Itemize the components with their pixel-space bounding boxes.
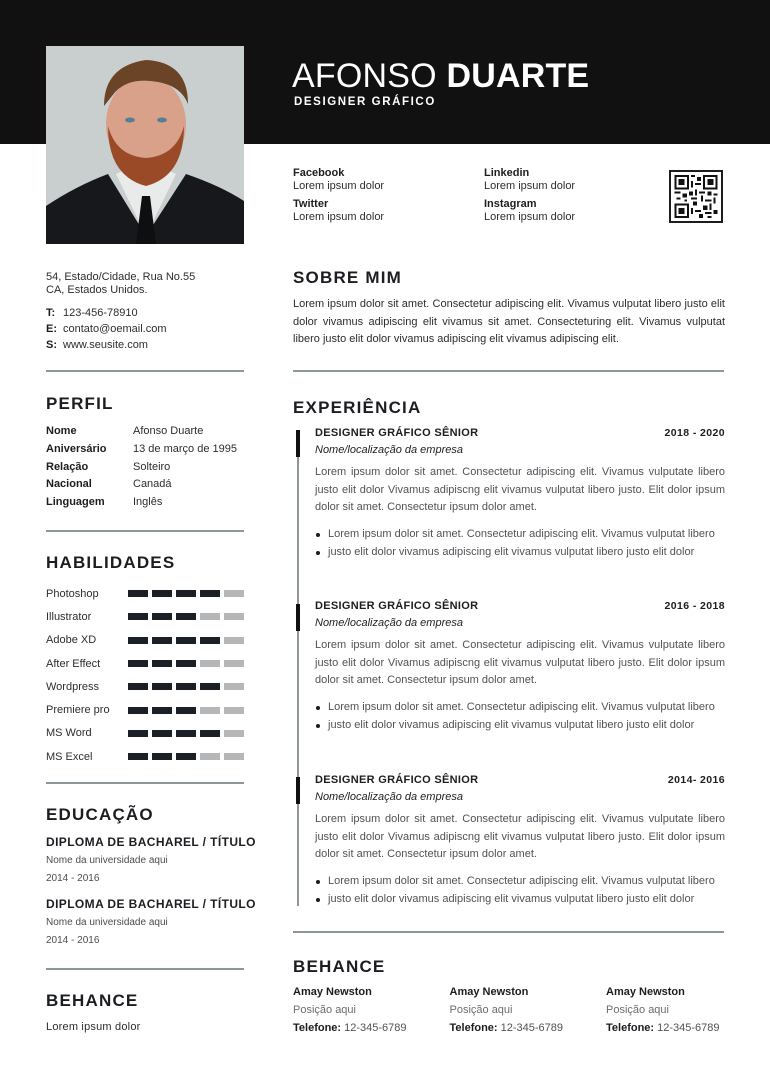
phone-value[interactable]: 12-345-6789 [344,1022,407,1034]
perfil-title: PERFIL [46,394,114,413]
perfil-row [46,423,237,441]
reference-name: Amay Newston [449,986,529,998]
behance-right-title: BEHANCE [293,957,386,976]
perfil-key: Relação [46,460,89,473]
behance-left-title: BEHANCE [46,991,139,1010]
skill-name: Adobe XD [46,634,97,647]
skill-row [46,605,246,628]
skill-row [46,675,246,698]
job-description: Lorem ipsum dolor sit amet. Consectetur adipiscing elit. Vivamus vulputate libero justo elit dolor Vivamus adipiscng elit vivamus vulputat libero justo. Elit dolor ipsum dolor sit amet. Consectetur ipsum dolor amet. [315,813,725,861]
skill-row [46,722,246,745]
skill-bar-empty [224,637,244,644]
references-list [293,984,763,1037]
phone-value[interactable]: 12-345-6789 [657,1022,720,1034]
perfil-value: Canadá [133,478,172,491]
phone-label: T: [46,307,56,319]
social-value-facebook[interactable]: Lorem ipsum dolor [293,180,385,192]
skill-level-meter [128,660,244,667]
divider [293,370,724,372]
skill-bar-filled [152,707,172,714]
reference-position: Posição aqui [606,1004,669,1016]
divider [46,782,244,784]
social-label-instagram: Instagram [484,198,537,210]
skill-bar-empty [224,707,244,714]
skill-level-meter [128,613,244,620]
skill-bar-filled [176,730,196,737]
skill-bar-empty [200,613,220,620]
qr-code-icon [674,175,718,218]
job-period: 2014- 2016 [667,774,725,786]
experiencia-title: EXPERIÊNCIA [293,398,422,417]
job-role: DESIGNER GRÁFICO SÊNIOR [315,427,479,439]
reference-position: Posição aqui [449,1004,513,1016]
social-value-instagram[interactable]: Lorem ipsum dolor [484,211,576,223]
divider [293,931,724,933]
job-company: Nome/localização da empresa [315,791,463,803]
skill-level-meter [128,683,244,690]
skill-bar-filled [152,637,172,644]
divider [46,968,244,970]
skill-name: Illustrator [46,610,92,623]
behance-left-text[interactable]: Lorem ipsum dolor [46,1021,141,1033]
about-text: Lorem ipsum dolor sit amet. Consectetur adipiscing elit. Vivamus vulputat libero justo elit dolor vivamus adipiscing elit vivamus sit amet. Consecteturing elit. Vivamus vulputat libero justo elit dolor vivamus adipiscing elit vivamus adipiscing elit. [293,298,725,346]
contact-phone [46,305,167,321]
job-period: 2018 - 2020 [664,427,725,439]
skill-bar-empty [224,753,244,760]
social-label-linkedin: Linkedin [484,167,530,179]
perfil-value: 13 de março de 1995 [133,442,237,455]
timeline-marker [296,430,300,457]
social-label-facebook: Facebook [293,167,345,179]
social-col-2 [484,167,575,229]
perfil-value: Solteiro [133,460,171,473]
email-label: E: [46,323,57,335]
education-degree: DIPLOMA DE BACHAREL / TÍTULO [46,835,256,849]
skill-level-meter [128,707,244,714]
divider [46,370,244,372]
job-bullet: Lorem ipsum dolor sit amet. Consectetur adipiscing elit. Vivamus vulputat libero [315,873,725,891]
social-value-twitter[interactable]: Lorem ipsum dolor [293,211,385,223]
social-col-1 [293,167,384,229]
phone-value[interactable]: 123-456-78910 [63,307,138,319]
job-company: Nome/localização da empresa [315,617,463,629]
job-description: Lorem ipsum dolor sit amet. Consectetur adipiscing elit. Vivamus vulputate libero justo elit dolor Vivamus adipiscng elit vivamus vulputat libero justo. Elit dolor ipsum dolor sit amet. Consectetur ipsum dolor amet. [315,639,725,687]
skill-row [46,698,246,721]
contact-list [46,305,167,353]
skill-row [46,582,246,605]
portrait-icon [46,46,244,244]
education-years: 2014 - 2016 [46,873,100,884]
phone-label: Telefone: [449,1022,498,1034]
phone-label: Telefone: [606,1022,655,1034]
experience-item [315,600,725,734]
habilidades-title: HABILIDADES [46,553,176,572]
perfil-key: Nome [46,425,77,437]
job-title: DESIGNER GRÁFICO [294,96,436,108]
skill-bar-filled [152,660,172,667]
skill-name: Wordpress [46,680,99,693]
education-item [46,897,256,950]
job-company: Nome/localização da empresa [315,444,463,456]
skill-bar-filled [152,753,172,760]
reference-item [293,984,450,1037]
first-name: AFONSO [292,57,437,95]
skill-bar-filled [128,637,148,644]
skill-bar-empty [224,683,244,690]
skill-bar-filled [200,590,220,597]
perfil-row [46,476,237,494]
contact-site [46,337,167,353]
skill-bar-empty [200,753,220,760]
email-value[interactable]: contato@oemail.com [63,323,167,335]
skill-name: Photoshop [46,587,99,600]
skill-name: MS Excel [46,750,93,763]
skill-bar-filled [200,637,220,644]
skill-bar-filled [128,707,148,714]
experience-item [315,427,725,561]
skill-bar-filled [176,707,196,714]
skill-bar-filled [152,730,172,737]
qr-code[interactable] [669,170,723,223]
skill-bar-filled [128,590,148,597]
job-role: DESIGNER GRÁFICO SÊNIOR [315,600,479,612]
skill-bar-filled [152,590,172,597]
address-line-2: CA, Estados Unidos. [46,284,148,296]
perfil-value: Afonso Duarte [133,425,204,437]
reference-phone [450,1019,607,1037]
reference-name: Amay Newston [606,986,685,998]
phone-label: Telefone: [293,1022,342,1034]
job-bullets [315,699,725,735]
skill-name: Premiere pro [46,704,110,717]
reference-item [450,984,607,1037]
skill-bar-filled [176,637,196,644]
skill-bar-empty [200,660,220,667]
education-school: Nome da universidade aqui [46,917,168,928]
skill-name: MS Word [46,727,92,740]
skill-row [46,652,246,675]
perfil-key: Nacional [46,478,92,491]
skill-level-meter [128,637,244,644]
skill-bar-filled [176,683,196,690]
perfil-row [46,494,237,512]
phone-value[interactable]: 12-345-6789 [500,1022,564,1034]
skill-bar-filled [128,613,148,620]
job-bullet: Lorem ipsum dolor sit amet. Consectetur adipiscing elit. Vivamus vulputat libero [315,699,725,717]
job-description: Lorem ipsum dolor sit amet. Consectetur adipiscing elit. Vivamus vulputate libero justo elit dolor Vivamus adipiscng elit vivamus vulputat libero justo. Elit dolor ipsum dolor sit amet. Consectetur ipsum dolor amet. [315,466,725,514]
job-period: 2016 - 2018 [664,600,725,612]
job-bullet: justo elit dolor vivamus adipiscing elit vivamus vulputat libero justo elit dolor [315,717,725,735]
skill-bar-filled [128,753,148,760]
job-bullets [315,873,725,909]
skill-bar-filled [176,613,196,620]
reference-item [606,984,763,1037]
skill-bar-filled [176,753,196,760]
site-label: S: [46,339,57,351]
sobre-mim-title: SOBRE MIM [293,268,403,287]
skill-bar-filled [152,613,172,620]
education-years: 2014 - 2016 [46,935,100,946]
timeline-marker [296,777,300,804]
skill-level-meter [128,730,244,737]
experience-item [315,774,725,908]
skills-list [46,582,246,768]
skill-bar-filled [128,660,148,667]
perfil-row [46,441,237,459]
reference-phone [606,1019,763,1037]
perfil-table [46,423,237,512]
skill-row [46,745,246,768]
skill-level-meter [128,753,244,760]
social-value-linkedin[interactable]: Lorem ipsum dolor [484,180,576,192]
skill-bar-filled [176,590,196,597]
address [46,271,195,297]
perfil-key: Linguagem [46,496,105,509]
job-bullet: justo elit dolor vivamus adipiscing elit vivamus vulputat libero justo elit dolor [315,891,725,909]
reference-name: Amay Newston [293,986,372,998]
candidate-name [292,56,589,96]
timeline-marker [296,604,300,631]
last-name: DUARTE [446,57,590,95]
education-degree: DIPLOMA DE BACHAREL / TÍTULO [46,897,256,911]
education-school: Nome da universidade aqui [46,855,168,866]
reference-position: Posição aqui [293,1004,356,1016]
reference-phone [293,1019,450,1037]
job-role: DESIGNER GRÁFICO SÊNIOR [315,774,479,786]
skill-bar-empty [224,613,244,620]
skill-name: After Effect [46,657,101,670]
skill-bar-empty [224,730,244,737]
contact-email [46,321,167,337]
education-item [46,835,256,888]
divider [46,530,244,532]
skill-row [46,629,246,652]
profile-photo [46,46,244,244]
job-bullets [315,526,725,562]
job-bullet: Lorem ipsum dolor sit amet. Consectetur adipiscing elit. Vivamus vulputat libero [315,526,725,544]
social-label-twitter: Twitter [293,198,329,210]
perfil-key: Aniversário [46,442,107,455]
skill-bar-filled [128,683,148,690]
perfil-row [46,459,237,477]
skill-bar-filled [128,730,148,737]
address-line-1: 54, Estado/Cidade, Rua No.55 [46,271,196,283]
skill-level-meter [128,590,244,597]
job-bullet: justo elit dolor vivamus adipiscing elit vivamus vulputat libero justo elit dolor [315,544,725,562]
perfil-value: Inglês [133,496,163,509]
skill-bar-filled [200,730,220,737]
skill-bar-filled [176,660,196,667]
skill-bar-filled [200,683,220,690]
skill-bar-empty [224,590,244,597]
skill-bar-filled [152,683,172,690]
skill-bar-empty [200,707,220,714]
educacao-title: EDUCAÇÃO [46,805,154,824]
site-value[interactable]: www.seusite.com [63,339,148,351]
timeline-line [297,430,299,906]
skill-bar-empty [224,660,244,667]
